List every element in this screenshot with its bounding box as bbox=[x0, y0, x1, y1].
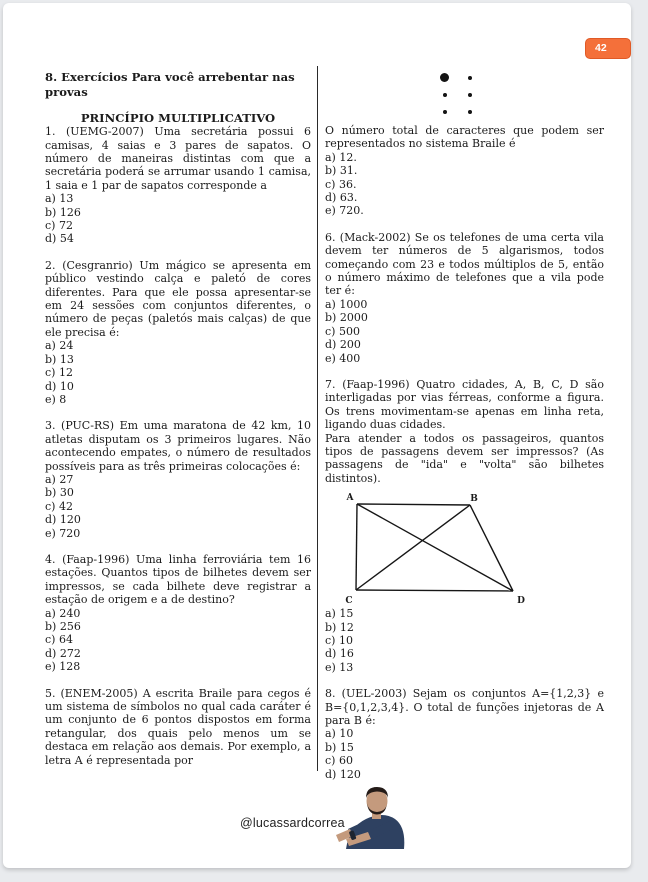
answer-option: b) 31. bbox=[325, 164, 358, 178]
options-list bbox=[325, 298, 604, 365]
answer-option: e) 400 bbox=[325, 351, 361, 365]
answer-option: e) 720 bbox=[45, 526, 81, 540]
question-text: 3. (PUC-RS) Em uma maratona de 42 km, 10 atletas disputam os 3 primeiros lugares. Não acontecendo empates, o número de resultados possíveis para as três primeiras colocações é: bbox=[45, 419, 311, 473]
vertex-label-a: A bbox=[346, 493, 354, 504]
question-4 bbox=[45, 553, 311, 674]
answer-option: a) 1000 bbox=[325, 297, 368, 311]
braille-dot-raised bbox=[432, 69, 457, 86]
answer-option: c) 36. bbox=[325, 177, 357, 191]
answer-option: d) 200 bbox=[325, 338, 361, 352]
answer-option: c) 72 bbox=[45, 219, 73, 233]
options-list bbox=[325, 151, 604, 218]
options-list bbox=[325, 727, 604, 781]
railway-cities-figure bbox=[337, 491, 587, 605]
answer-option: c) 10 bbox=[325, 633, 353, 647]
answer-option: d) 120 bbox=[325, 767, 361, 781]
answer-option: e) 720. bbox=[325, 204, 364, 218]
question-text: O número total de caracteres que podem ser representados no sistema Braile é bbox=[325, 124, 604, 151]
question-text: 6. (Mack-2002) Se os telefones de uma certa vila devem ter números de 5 algarismos, todos começando com 23 e todos múltiplos de 5, então o número máximo de telefones que a vila pode ter é: bbox=[325, 230, 604, 298]
answer-option: e) 13 bbox=[325, 660, 354, 674]
answer-option: b) 256 bbox=[45, 620, 81, 633]
question-5 bbox=[45, 687, 311, 767]
answer-option: c) 12 bbox=[45, 366, 73, 380]
footer-handle: @lucassardcorrea bbox=[240, 816, 345, 830]
vertex-label-b: B bbox=[470, 494, 478, 505]
answer-option: d) 120 bbox=[45, 513, 81, 527]
answer-option: a) 15 bbox=[325, 607, 354, 621]
answer-option: b) 13 bbox=[45, 352, 74, 366]
options-list bbox=[325, 607, 604, 674]
question-5-continuation bbox=[325, 124, 604, 218]
answer-option: c) 500 bbox=[325, 324, 360, 338]
instructor-photo bbox=[330, 785, 408, 849]
options-list bbox=[45, 607, 311, 674]
answer-option: a) 240 bbox=[45, 606, 81, 620]
answer-option: e) 8 bbox=[45, 392, 67, 406]
braille-figure bbox=[432, 69, 604, 120]
column-divider bbox=[317, 66, 318, 771]
answer-option: b) 2000 bbox=[325, 311, 368, 325]
answer-option: d) 54 bbox=[45, 232, 74, 246]
answer-option: d) 63. bbox=[325, 191, 358, 205]
question-text: 8. (UEL-2003) Sejam os conjuntos A={1,2,3} e B={0,1,2,3,4}. O total de funções injetoras de A para B é: bbox=[325, 687, 604, 727]
answer-option: d) 16 bbox=[325, 647, 354, 661]
paper bbox=[3, 3, 631, 868]
answer-option: d) 10 bbox=[45, 379, 74, 393]
question-text: 2. (Cesgranrio) Um mágico se apresenta em público vestindo calça e paletó de cores diferentes. Para que ele possa apresentar-se em 24 sessões com conjuntos diferentes, o número de peças (paletós mais calças) de que ele precisa é: bbox=[45, 258, 311, 339]
question-text: 5. (ENEM-2005) A escrita Braile para cegos é um sistema de símbolos no qual cada caráter é um conjunto de 6 pontos dispostos em forma retangular, dos quais pelo menos um se destaca em relação aos demais. Por exemplo, a letra A é representada por bbox=[45, 686, 311, 767]
answer-option: b) 15 bbox=[325, 740, 354, 754]
page-number-badge: 42 bbox=[585, 38, 631, 59]
answer-option: a) 24 bbox=[45, 339, 74, 353]
section-title: PRINCÍPIO MULTIPLICATIVO bbox=[80, 111, 276, 126]
answer-option: b) 30 bbox=[45, 486, 74, 500]
answer-option: a) 13 bbox=[45, 192, 74, 206]
options-list bbox=[45, 473, 311, 540]
question-6 bbox=[325, 231, 604, 365]
question-3 bbox=[45, 419, 311, 540]
question-7 bbox=[325, 378, 604, 674]
right-column bbox=[325, 67, 604, 781]
exercises-heading: 8. Exercícios Para você arrebentar nas provas bbox=[45, 70, 295, 99]
vertex-label-d: D bbox=[517, 596, 525, 606]
braille-dot bbox=[432, 86, 457, 103]
options-list bbox=[45, 339, 311, 406]
question-8 bbox=[325, 687, 604, 781]
question-1 bbox=[45, 125, 311, 246]
answer-option: c) 42 bbox=[45, 499, 73, 513]
braille-dot bbox=[457, 103, 482, 120]
question-text: 7. (Faap-1996) Quatro cidades, A, B, C, D são interligadas por vias férreas, conforme a figura. Os trens movimentam-se apenas em linha reta, ligando duas cidades. bbox=[325, 377, 604, 432]
braille-dot bbox=[432, 103, 457, 120]
answer-option: a) 12. bbox=[325, 150, 357, 164]
answer-option: d) 272 bbox=[45, 646, 81, 660]
answer-option: c) 64 bbox=[45, 633, 73, 647]
question-text: Para atender a todos os passageiros, quantos tipos de passagens devem ser impressos? (As passagens de "ida" e "volta" são bilhetes distintos). bbox=[325, 431, 604, 485]
answer-option: a) 27 bbox=[45, 472, 74, 486]
question-text: 1. (UEMG-2007) Uma secretária possui 6 camisas, 4 saias e 3 pares de sapatos. O número de maneiras distintas com que a secretária poderá se arrumar usando 1 camisa, 1 saia e 1 par de sapatos corresponde a bbox=[45, 125, 311, 192]
question-text: 4. (Faap-1996) Uma linha ferroviária tem 16 estações. Quantos tipos de bilhetes devem ser impressos, se cada bilhete deve registrar a estação de origem e a de destino? bbox=[45, 552, 311, 607]
braille-dot bbox=[457, 86, 482, 103]
left-column bbox=[45, 70, 311, 767]
question-2 bbox=[45, 259, 311, 406]
vertex-label-c: C bbox=[345, 596, 353, 606]
answer-option: c) 60 bbox=[325, 754, 353, 768]
answer-option: e) 128 bbox=[45, 660, 81, 674]
braille-dot bbox=[457, 69, 482, 86]
options-list bbox=[45, 192, 311, 246]
answer-option: b) 12 bbox=[325, 620, 354, 634]
answer-option: b) 126 bbox=[45, 205, 81, 219]
answer-option: a) 10 bbox=[325, 727, 354, 741]
